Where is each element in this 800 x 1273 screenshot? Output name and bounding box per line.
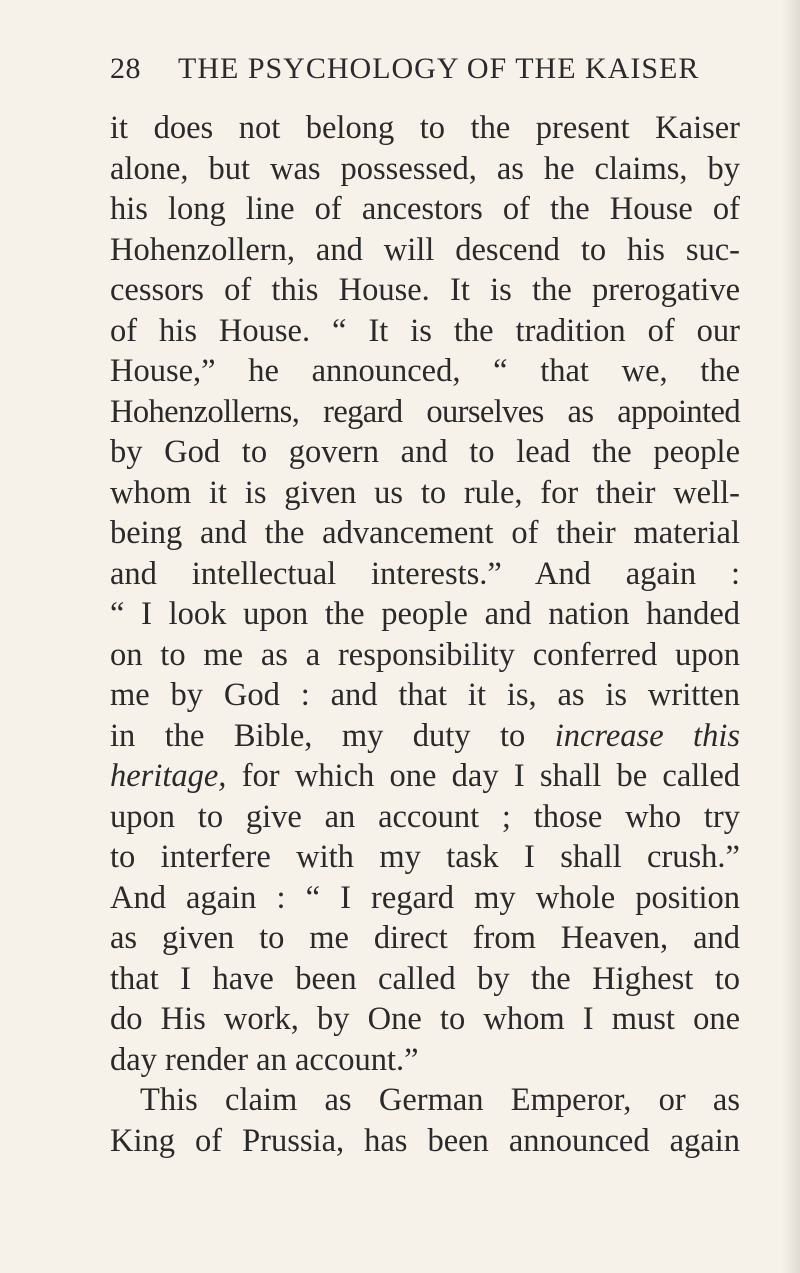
- text-line: alone, but was possessed, as he claims, by: [110, 150, 740, 187]
- text-segment: in the Bible, my duty to: [110, 717, 526, 754]
- text-line: as given to me direct from Heaven, and: [110, 920, 740, 956]
- text-line: cessors of this House. It is the prerogative: [110, 272, 740, 308]
- text-line-with-italic: [110, 716, 740, 757]
- text-line: and intellectual interests.” And again :: [110, 555, 740, 592]
- running-header: [110, 52, 740, 96]
- text-line: Hohenzollern, and will descend to his suc-: [110, 231, 740, 268]
- text-line: do His work, by One to whom I must one: [110, 1001, 740, 1037]
- text-line: it does not belong to the present Kaiser: [110, 110, 740, 146]
- text-line: Hohenzollerns, regard ourselves as appointed: [110, 393, 740, 430]
- text-line: of his House. “ It is the tradition of our: [110, 312, 740, 349]
- page-number: 28: [110, 52, 141, 85]
- text-line: King of Prussia, has been announced again: [110, 1122, 740, 1159]
- text-line: And again : “ I regard my whole position: [110, 879, 740, 916]
- italic-emphasis: heritage,: [110, 758, 227, 794]
- body-text: [110, 108, 740, 1161]
- text-line-with-italic: [110, 756, 740, 797]
- italic-emphasis: increase this: [554, 717, 741, 754]
- text-line: being and the advancement of their material: [110, 515, 740, 551]
- running-title: THE PSYCHOLOGY OF THE KAISER: [178, 52, 700, 85]
- text-line: me by God : and that it is, as is written: [110, 677, 740, 713]
- text-segment: for which one day I shall be called: [241, 758, 741, 794]
- text-line: whom it is given us to rule, for their well-: [110, 474, 740, 511]
- text-line: upon to give an account ; those who try: [110, 798, 740, 835]
- book-page: [110, 52, 740, 1161]
- text-line: to interfere with my task I shall crush.”: [110, 839, 740, 875]
- text-line: his long line of ancestors of the House of: [110, 191, 740, 227]
- text-line: This claim as German Emperor, or as: [140, 1082, 740, 1118]
- text-line: that I have been called by the Highest to: [110, 960, 740, 997]
- text-line: on to me as a responsibility conferred upon: [110, 636, 740, 673]
- text-line: by God to govern and to lead the people: [110, 434, 740, 470]
- text-line: day render an account.”: [110, 1041, 419, 1078]
- page-edge-shadow: [782, 0, 800, 1273]
- text-line: “ I look upon the people and nation handed: [110, 596, 740, 632]
- text-line: House,” he announced, “ that we, the: [110, 353, 740, 389]
